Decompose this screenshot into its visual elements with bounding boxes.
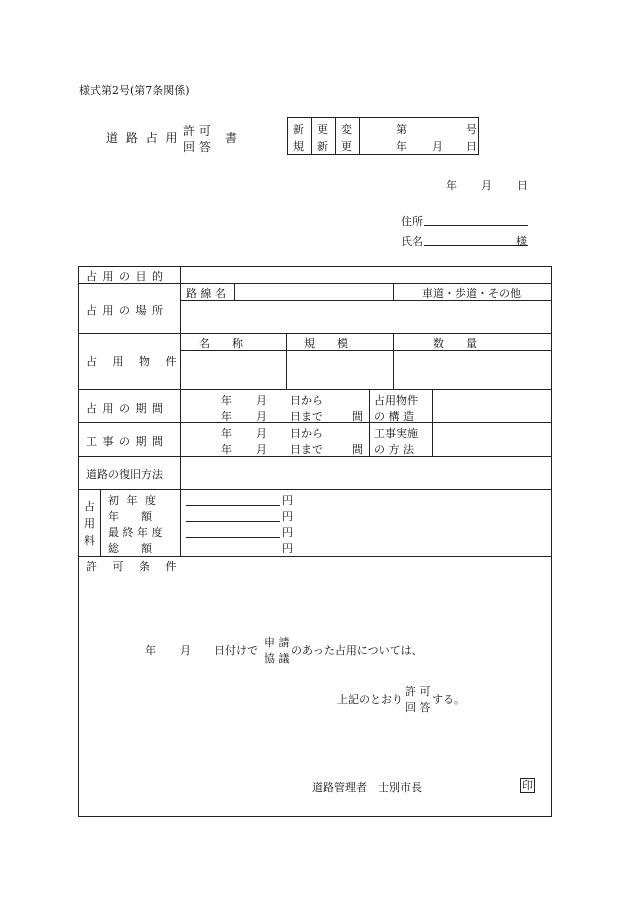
fee-label-2: 用 (84, 517, 95, 530)
type-box (287, 117, 479, 155)
structure-label-1: 占用物件 (374, 394, 418, 407)
fee-item-total: 総 額 (108, 542, 152, 555)
work-from-month: 月 (256, 427, 267, 440)
name-label: 氏名 (401, 235, 423, 248)
seal-mark: 印 (522, 779, 533, 792)
period-from-year: 年 (221, 394, 232, 407)
route-name-label: 路 線 名 (186, 287, 226, 300)
period-label: 占 用 の 期 間 (86, 402, 164, 415)
yen-2: 円 (282, 510, 293, 523)
period-from-day: 日から (290, 394, 323, 407)
type-new-2: 規 (293, 140, 304, 153)
fee-first-year-field[interactable] (186, 492, 280, 506)
method-label-2: の 方 法 (374, 443, 414, 456)
date-day: 日 (517, 179, 528, 192)
body-choice2-permit: 許 可 (405, 685, 431, 698)
body-after-choice: のあった占用については、 (291, 644, 423, 657)
number-month: 月 (432, 140, 443, 153)
signature-text: 道路管理者 士別市長 (312, 781, 422, 794)
body-year: 年 (145, 644, 156, 657)
type-change-2: 更 (341, 140, 352, 153)
form-id: 様式第2号(第7条関係) (79, 84, 190, 97)
yen-1: 円 (282, 494, 293, 507)
fee-item-last-year: 最 終 年 度 (108, 526, 163, 539)
date-year: 年 (446, 179, 457, 192)
body-dated: 日付けで (214, 644, 258, 657)
restore-label: 道路の復旧方法 (86, 468, 163, 481)
fee-last-year-field[interactable] (186, 524, 280, 538)
period-to-month: 月 (256, 410, 267, 423)
number-dai: 第 (396, 123, 407, 136)
fee-label-1: 占 (84, 500, 95, 513)
period-to-span: 間 (352, 410, 363, 423)
title-sub-bottom: 回 答 (183, 140, 211, 154)
work-from-day: 日から (290, 427, 323, 440)
body-choice-consult: 協 議 (264, 652, 290, 665)
title-main: 道 路 占 用 (106, 131, 180, 145)
work-to-year: 年 (221, 443, 232, 456)
name-suffix: 様 (516, 235, 527, 248)
purpose-label: 占 用 の 目 的 (86, 270, 164, 283)
address-label: 住所 (401, 215, 423, 228)
yen-3: 円 (282, 526, 293, 539)
fee-label-3: 料 (84, 534, 95, 547)
body-choice-apply: 申 請 (264, 636, 290, 649)
work-to-month: 月 (256, 443, 267, 456)
fee-annual-field[interactable] (186, 508, 280, 522)
type-renew-2: 新 (317, 140, 328, 153)
number-go: 号 (466, 123, 477, 136)
body-line2-post: する。 (432, 693, 465, 706)
period-to-year: 年 (221, 410, 232, 423)
type-renew-1: 更 (317, 123, 328, 136)
structure-label-2: の 構 造 (374, 410, 414, 423)
period-to-day: 日まで (290, 410, 323, 423)
object-col-name: 名 称 (199, 337, 243, 350)
fee-item-first-year: 初 年 度 (108, 494, 158, 507)
object-label: 占 用 物 件 (86, 355, 183, 368)
date-month: 月 (481, 179, 492, 192)
work-to-day: 日まで (290, 443, 323, 456)
work-to-span: 間 (352, 443, 363, 456)
title-sub-top: 許 可 (183, 124, 211, 138)
name-field[interactable] (424, 231, 528, 246)
body-month: 月 (180, 644, 191, 657)
yen-4: 円 (282, 542, 293, 555)
work-period-label: 工 事 の 期 間 (86, 435, 164, 448)
type-new-1: 新 (293, 123, 304, 136)
type-change-1: 変 (341, 123, 352, 136)
fee-item-annual: 年 額 (108, 510, 152, 523)
object-col-scale: 規 模 (304, 337, 348, 350)
body-choice2-reply: 回 答 (405, 701, 431, 714)
method-label-1: 工事実施 (374, 427, 418, 440)
body-line2-pre: 上記のとおり (337, 693, 403, 706)
conditions-label: 許 可 条 件 (86, 560, 183, 573)
address-field[interactable] (424, 211, 528, 226)
object-col-quantity: 数 量 (433, 337, 477, 350)
place-label: 占 用 の 場 所 (86, 304, 164, 317)
period-from-month: 月 (256, 394, 267, 407)
road-type-options: 車道・歩道・その他 (422, 287, 521, 300)
number-year: 年 (396, 140, 407, 153)
work-from-year: 年 (221, 427, 232, 440)
number-day: 日 (466, 140, 477, 153)
title-suffix: 書 (225, 131, 238, 145)
